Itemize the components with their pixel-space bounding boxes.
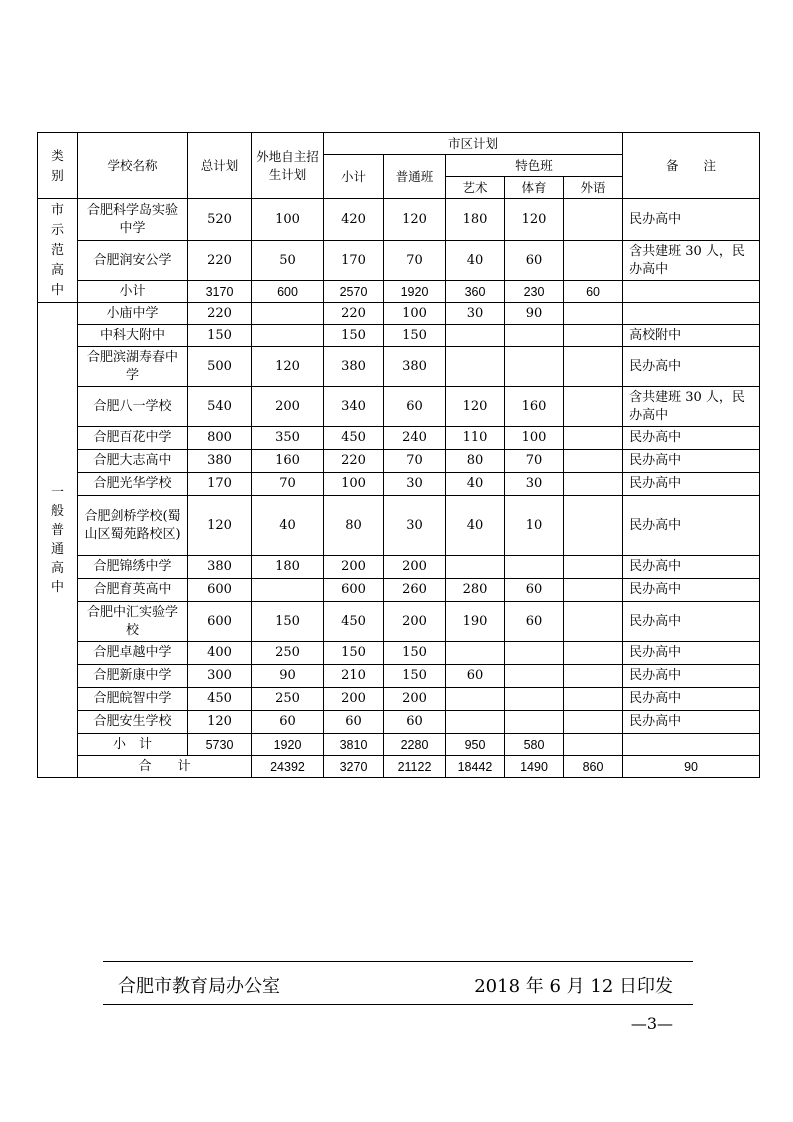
total-plan-cell: 380 [188, 556, 252, 579]
sports-cell: 860 [564, 756, 623, 778]
arts-cell [446, 325, 505, 347]
header-remarks: 备 注 [623, 133, 760, 199]
city-subtotal-cell: 150 [324, 325, 384, 347]
regular-class-cell: 120 [384, 199, 446, 241]
remarks-cell: 民办高中 [623, 199, 760, 241]
footer-top-rule [103, 961, 693, 962]
arts-cell: 180 [446, 199, 505, 241]
sports-cell: 70 [505, 450, 564, 473]
header-row [38, 133, 760, 155]
total-plan-cell: 800 [188, 427, 252, 450]
sports-cell: 60 [505, 602, 564, 642]
foreign-language-cell [564, 496, 623, 556]
school-name-cell: 合肥润安公学 [78, 241, 188, 281]
table-row [38, 427, 760, 450]
table-row [38, 496, 760, 556]
table-row [38, 241, 760, 281]
school-name-cell: 合肥中汇实验学校 [78, 602, 188, 642]
issue-date: 2018 年 6 月 12 日印发 [474, 976, 673, 997]
header-special-class: 特色班 [446, 155, 623, 177]
foreign-language-cell [564, 665, 623, 688]
regular-class-cell: 200 [384, 602, 446, 642]
sports-cell: 60 [505, 579, 564, 602]
school-name-cell: 合肥皖智中学 [78, 688, 188, 711]
regular-class-cell: 70 [384, 450, 446, 473]
city-subtotal-cell: 380 [324, 347, 384, 387]
city-subtotal-cell: 420 [324, 199, 384, 241]
external-plan-cell [252, 579, 324, 602]
foreign-language-cell [564, 427, 623, 450]
school-name-cell: 合肥科学岛实验中学 [78, 199, 188, 241]
total-plan-cell: 120 [188, 496, 252, 556]
table-row [38, 473, 760, 496]
external-plan-cell: 150 [252, 602, 324, 642]
subtotal-row [38, 734, 760, 756]
category-label: 市示范高中 [50, 202, 64, 298]
foreign-language-cell [564, 303, 623, 325]
city-subtotal-cell: 21122 [384, 756, 446, 778]
foreign-language-cell [564, 734, 623, 756]
total-plan-cell: 170 [188, 473, 252, 496]
foreign-language-cell [564, 556, 623, 579]
school-name-cell: 合肥育英高中 [78, 579, 188, 602]
category-cell [38, 199, 78, 303]
school-name-cell: 合肥新康中学 [78, 665, 188, 688]
total-plan-cell: 600 [188, 602, 252, 642]
total-plan-cell: 380 [188, 450, 252, 473]
remarks-cell: 民办高中 [623, 688, 760, 711]
arts-cell: 110 [446, 427, 505, 450]
regular-class-cell: 240 [384, 427, 446, 450]
foreign-language-cell [564, 473, 623, 496]
school-name-cell: 合肥剑桥学校(蜀山区蜀苑路校区) [78, 496, 188, 556]
table-row [38, 556, 760, 579]
table-row [38, 711, 760, 734]
sports-cell: 90 [505, 303, 564, 325]
sports-cell [505, 347, 564, 387]
category-cell [38, 303, 78, 778]
total-plan-cell: 24392 [252, 756, 324, 778]
city-subtotal-cell: 170 [324, 241, 384, 281]
remarks-cell: 民办高中 [623, 427, 760, 450]
regular-class-cell: 380 [384, 347, 446, 387]
foreign-language-cell [564, 199, 623, 241]
arts-cell [446, 711, 505, 734]
footer-bottom-rule [103, 1004, 693, 1005]
remarks-cell: 高校附中 [623, 325, 760, 347]
header-school-name: 学校名称 [78, 133, 188, 199]
city-subtotal-cell: 220 [324, 450, 384, 473]
header-sports: 体育 [505, 177, 564, 199]
sports-cell: 230 [505, 281, 564, 303]
sports-cell: 580 [505, 734, 564, 756]
city-subtotal-cell: 3810 [324, 734, 384, 756]
foreign-language-cell [564, 579, 623, 602]
sports-cell [505, 688, 564, 711]
city-subtotal-cell: 150 [324, 642, 384, 665]
regular-class-cell: 150 [384, 325, 446, 347]
foreign-language-cell [564, 325, 623, 347]
table-row [38, 642, 760, 665]
issuer-name: 合肥市教育局办公室 [118, 976, 280, 997]
sports-cell [505, 642, 564, 665]
regular-class-cell: 30 [384, 496, 446, 556]
arts-cell: 40 [446, 473, 505, 496]
sports-cell [505, 325, 564, 347]
header-city-plan: 市区计划 [324, 133, 623, 155]
table-row [38, 387, 760, 427]
regular-class-cell: 70 [384, 241, 446, 281]
category-label: 一般普通高中 [50, 485, 64, 595]
foreign-language-cell [564, 711, 623, 734]
table-row [38, 602, 760, 642]
sports-cell: 120 [505, 199, 564, 241]
city-subtotal-cell: 450 [324, 427, 384, 450]
school-name-cell: 合肥百花中学 [78, 427, 188, 450]
external-plan-cell: 60 [252, 711, 324, 734]
external-plan-cell: 200 [252, 387, 324, 427]
header-arts: 艺术 [446, 177, 505, 199]
total-plan-cell: 520 [188, 199, 252, 241]
table-row [38, 347, 760, 387]
external-plan-cell: 180 [252, 556, 324, 579]
external-plan-cell: 1920 [252, 734, 324, 756]
subtotal-label: 小计 [78, 281, 188, 303]
city-subtotal-cell: 200 [324, 556, 384, 579]
school-name-cell: 中科大附中 [78, 325, 188, 347]
table-row [38, 688, 760, 711]
city-subtotal-cell: 450 [324, 602, 384, 642]
school-name-cell: 合肥安生学校 [78, 711, 188, 734]
remarks-cell [623, 281, 760, 303]
total-plan-cell: 600 [188, 579, 252, 602]
regular-class-cell: 60 [384, 711, 446, 734]
external-plan-cell: 250 [252, 688, 324, 711]
regular-class-cell: 200 [384, 688, 446, 711]
arts-cell: 950 [446, 734, 505, 756]
header-total-plan: 总计划 [188, 133, 252, 199]
remarks-cell: 民办高中 [623, 642, 760, 665]
foreign-language-cell [564, 241, 623, 281]
subtotal-row [38, 281, 760, 303]
table-row [38, 579, 760, 602]
school-name-cell: 合肥卓越中学 [78, 642, 188, 665]
regular-class-cell: 30 [384, 473, 446, 496]
external-plan-cell: 50 [252, 241, 324, 281]
school-name-cell: 合肥光华学校 [78, 473, 188, 496]
total-plan-cell: 220 [188, 241, 252, 281]
total-plan-cell: 5730 [188, 734, 252, 756]
city-subtotal-cell: 80 [324, 496, 384, 556]
remarks-cell: 民办高中 [623, 602, 760, 642]
page-number: —3— [630, 1014, 673, 1033]
arts-cell: 280 [446, 579, 505, 602]
enrollment-plan-table [37, 132, 760, 778]
external-plan-cell [252, 325, 324, 347]
arts-cell: 80 [446, 450, 505, 473]
remarks-cell: 含共建班 30 人，民办高中 [623, 241, 760, 281]
foreign-language-cell [564, 688, 623, 711]
school-name-cell: 合肥八一学校 [78, 387, 188, 427]
grand-total-label: 合 计 [78, 756, 252, 778]
foreign-language-cell [564, 602, 623, 642]
total-plan-cell: 400 [188, 642, 252, 665]
remarks-cell: 民办高中 [623, 665, 760, 688]
header-category: 类别 [38, 133, 78, 199]
city-subtotal-cell: 210 [324, 665, 384, 688]
total-plan-cell: 3170 [188, 281, 252, 303]
external-plan-cell: 160 [252, 450, 324, 473]
arts-cell: 60 [446, 665, 505, 688]
regular-class-cell: 2280 [384, 734, 446, 756]
external-plan-cell: 250 [252, 642, 324, 665]
table-row [38, 303, 760, 325]
foreign-language-cell [564, 450, 623, 473]
arts-cell: 40 [446, 496, 505, 556]
external-plan-cell [252, 303, 324, 325]
arts-cell: 30 [446, 303, 505, 325]
grand-total-row [38, 756, 760, 778]
table-row [38, 325, 760, 347]
total-plan-cell: 450 [188, 688, 252, 711]
header-foreign-language: 外语 [564, 177, 623, 199]
total-plan-cell: 500 [188, 347, 252, 387]
table-row [38, 665, 760, 688]
remarks-cell [623, 303, 760, 325]
regular-class-cell: 150 [384, 642, 446, 665]
school-name-cell: 合肥锦绣中学 [78, 556, 188, 579]
total-plan-cell: 540 [188, 387, 252, 427]
remarks-cell: 民办高中 [623, 496, 760, 556]
external-plan-cell: 350 [252, 427, 324, 450]
external-plan-cell: 70 [252, 473, 324, 496]
arts-cell: 1490 [505, 756, 564, 778]
remarks-cell [623, 734, 760, 756]
foreign-language-cell: 60 [564, 281, 623, 303]
city-subtotal-cell: 220 [324, 303, 384, 325]
sports-cell: 100 [505, 427, 564, 450]
remarks-cell: 民办高中 [623, 579, 760, 602]
table-row [38, 450, 760, 473]
sports-cell [505, 556, 564, 579]
header-city-subtotal: 小计 [324, 155, 384, 199]
foreign-language-cell [564, 387, 623, 427]
subtotal-label: 小 计 [78, 734, 188, 756]
regular-class-cell: 60 [384, 387, 446, 427]
external-plan-cell: 100 [252, 199, 324, 241]
sports-cell: 30 [505, 473, 564, 496]
total-plan-cell: 300 [188, 665, 252, 688]
remarks-cell: 民办高中 [623, 556, 760, 579]
sports-cell: 160 [505, 387, 564, 427]
remarks-cell: 民办高中 [623, 450, 760, 473]
header-external-plan: 外地自主招生计划 [252, 133, 324, 199]
foreign-language-cell: 90 [623, 756, 760, 778]
foreign-language-cell [564, 347, 623, 387]
remarks-cell: 民办高中 [623, 473, 760, 496]
arts-cell [446, 556, 505, 579]
regular-class-cell: 18442 [446, 756, 505, 778]
arts-cell [446, 642, 505, 665]
remarks-cell: 民办高中 [623, 711, 760, 734]
arts-cell: 360 [446, 281, 505, 303]
city-subtotal-cell: 200 [324, 688, 384, 711]
regular-class-cell: 150 [384, 665, 446, 688]
city-subtotal-cell: 60 [324, 711, 384, 734]
regular-class-cell: 1920 [384, 281, 446, 303]
sports-cell [505, 711, 564, 734]
arts-cell: 40 [446, 241, 505, 281]
table-row [38, 199, 760, 241]
total-plan-cell: 120 [188, 711, 252, 734]
total-plan-cell: 150 [188, 325, 252, 347]
regular-class-cell: 260 [384, 579, 446, 602]
school-name-cell: 合肥滨湖寿春中学 [78, 347, 188, 387]
remarks-cell: 含共建班 30 人，民办高中 [623, 387, 760, 427]
city-subtotal-cell: 600 [324, 579, 384, 602]
external-plan-cell: 40 [252, 496, 324, 556]
city-subtotal-cell: 2570 [324, 281, 384, 303]
city-subtotal-cell: 100 [324, 473, 384, 496]
sports-cell [505, 665, 564, 688]
school-name-cell: 合肥大志高中 [78, 450, 188, 473]
regular-class-cell: 100 [384, 303, 446, 325]
arts-cell: 190 [446, 602, 505, 642]
external-plan-cell: 120 [252, 347, 324, 387]
header-regular-class: 普通班 [384, 155, 446, 199]
foreign-language-cell [564, 642, 623, 665]
sports-cell: 10 [505, 496, 564, 556]
sports-cell: 60 [505, 241, 564, 281]
external-plan-cell: 600 [252, 281, 324, 303]
school-name-cell: 小庙中学 [78, 303, 188, 325]
regular-class-cell: 200 [384, 556, 446, 579]
remarks-cell: 民办高中 [623, 347, 760, 387]
arts-cell [446, 347, 505, 387]
total-plan-cell: 220 [188, 303, 252, 325]
arts-cell [446, 688, 505, 711]
city-subtotal-cell: 340 [324, 387, 384, 427]
external-plan-cell: 3270 [324, 756, 384, 778]
external-plan-cell: 90 [252, 665, 324, 688]
arts-cell: 120 [446, 387, 505, 427]
